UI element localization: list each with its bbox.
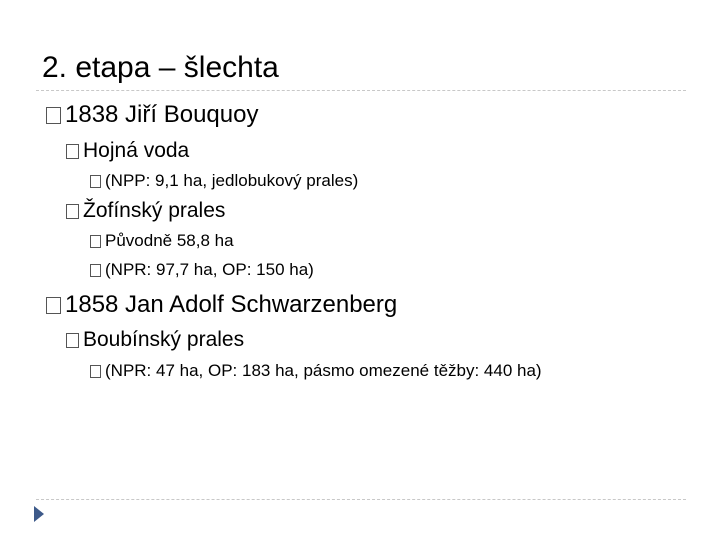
- title-divider: [36, 90, 686, 91]
- empty-square-bullet-icon: [46, 297, 61, 314]
- bullet-item-level-2: [66, 138, 189, 164]
- empty-square-bullet-icon: [66, 204, 79, 219]
- empty-square-bullet-icon: [66, 144, 79, 159]
- empty-square-bullet-icon: [90, 175, 101, 188]
- footer-divider: [36, 499, 686, 500]
- bullet-text: 1858 Jan Adolf Schwarzenberg: [65, 291, 398, 318]
- bullet-item-level-3: [90, 360, 542, 382]
- bullet-item-level-3: [90, 170, 358, 192]
- bullet-text: (NPR: 97,7 ha, OP: 150 ha): [105, 260, 314, 279]
- bullet-text: Původně 58,8 ha: [105, 231, 234, 250]
- bullet-text: Hojná voda: [83, 139, 190, 162]
- bullet-text: Žofínský prales: [83, 199, 226, 222]
- bullet-item-level-3: [90, 230, 234, 252]
- empty-square-bullet-icon: [90, 264, 101, 277]
- next-slide-arrow-icon[interactable]: [34, 506, 44, 522]
- bullet-item-level-2: [66, 327, 244, 353]
- bullet-text: 1838 Jiří Bouquoy: [65, 101, 259, 128]
- bullet-item-level-2: [66, 198, 225, 224]
- bullet-text: (NPP: 9,1 ha, jedlobukový prales): [105, 171, 359, 190]
- empty-square-bullet-icon: [90, 365, 101, 378]
- bullet-item-level-3: [90, 259, 314, 281]
- bullet-item-level-1: [46, 290, 397, 320]
- bullet-item-level-1: [46, 100, 258, 130]
- empty-square-bullet-icon: [46, 107, 61, 124]
- bullet-text: (NPR: 47 ha, OP: 183 ha, pásmo omezené těžby: 440 ha): [105, 361, 542, 380]
- empty-square-bullet-icon: [90, 235, 101, 248]
- slide-title: 2. etapa – šlechta: [42, 51, 279, 84]
- empty-square-bullet-icon: [66, 333, 79, 348]
- bullet-text: Boubínský prales: [83, 328, 245, 351]
